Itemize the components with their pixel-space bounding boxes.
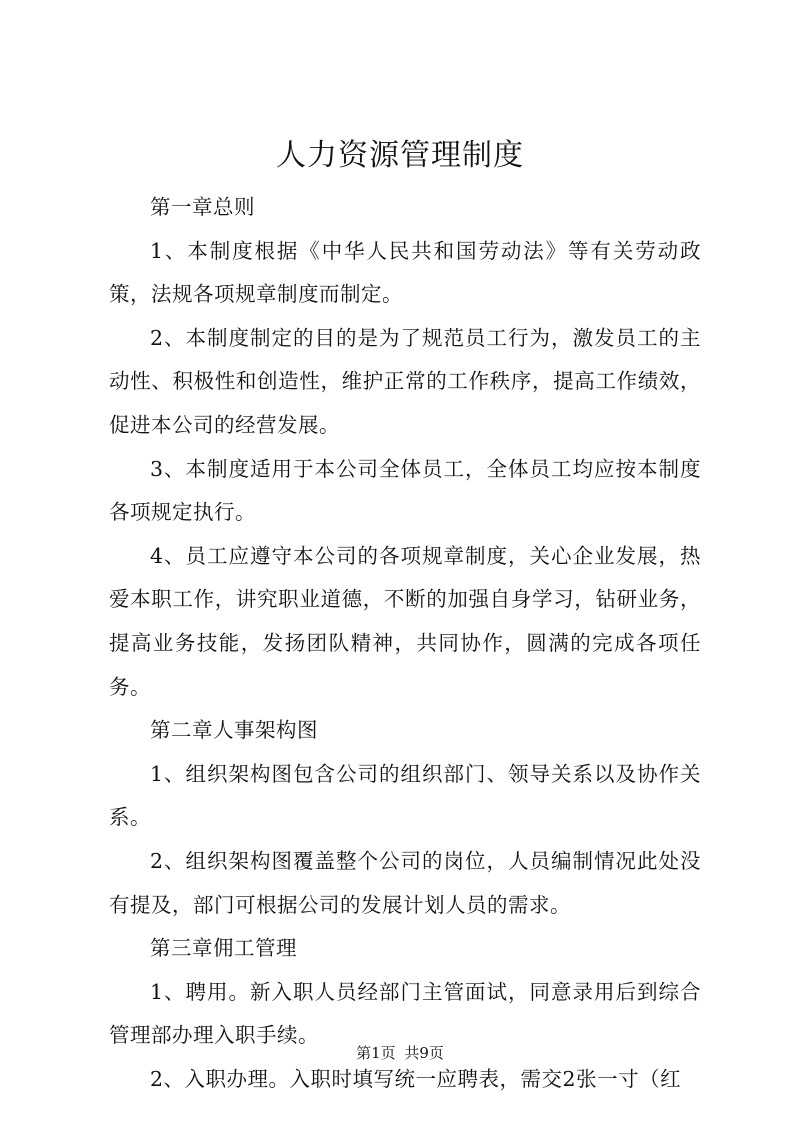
paragraph: 3、本制度适用于本公司全体员工，全体员工均应按本制度各项规定执行。	[109, 456, 701, 525]
page-number: 第1页	[356, 1044, 396, 1062]
document-title: 人力资源管理制度	[276, 138, 524, 173]
page-footer	[0, 1043, 800, 1063]
page-total: 共9页	[404, 1044, 444, 1062]
paragraph: 2、组织架构图覆盖整个公司的岗位，人员编制情况此处没有提及，部门可根据公司的发展计划人员的需求。	[109, 848, 701, 917]
document-body	[109, 186, 701, 1101]
paragraph: 1、本制度根据《中华人民共和国劳动法》等有关劳动政策，法规各项规章制度而制定。	[109, 238, 701, 307]
paragraph: 4、员工应遵守本公司的各项规章制度，关心企业发展，热爱本职工作，讲究职业道德，不断的加强自身学习，钻研业务，提高业务技能，发扬团队精神，共同协作，圆满的完成各项任务。	[109, 543, 701, 699]
paragraph: 2、本制度制定的目的是为了规范员工行为，激发员工的主动性、积极性和创造性，维护正常的工作秩序，提高工作绩效，促进本公司的经营发展。	[109, 325, 701, 437]
paragraph: 1、组织架构图包含公司的组织部门、领导关系以及协作关系。	[109, 761, 701, 830]
chapter-heading: 第二章人事架构图	[150, 718, 318, 743]
paragraph: 1、聘用。新入职人员经部门主管面试，同意录用后到综合管理部办理入职手续。	[109, 979, 701, 1048]
chapter-heading: 第三章佣工管理	[150, 936, 297, 961]
chapter-heading: 第一章总则	[150, 195, 255, 219]
paragraph: 2、入职办理。入职时填写统一应聘表，需交2张一寸（红	[150, 1066, 682, 1091]
